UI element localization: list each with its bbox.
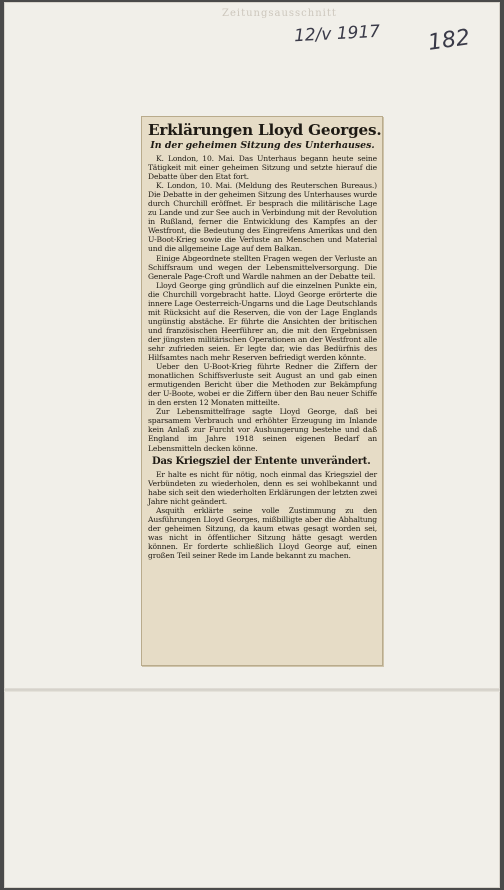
article-headline: Erklärungen Lloyd Georges.	[148, 121, 382, 139]
article-paragraph: Ueber den U-Boot-Krieg führte Redner die Ziffern der monatlichen Schiffsverluste seit August an und gab einen ermutigenden Bericht über die Methoden zur Bekämpfung der U-Boote, wobei er die Ziffern über den Bau neuer Schiffe in den ersten 12 Monaten mitteilte.	[148, 362, 377, 408]
newspaper-clipping	[141, 116, 383, 666]
section-paragraph: Asquith erklärte seine volle Zustimmung zu den Ausführungen Lloyd Georges, mißbilligte aber die Abhaltung der geheimen Sitzung, da kaum etwas gesagt worden sei, was nicht in öffentlicher Sitzung hätte gesagt werden können. Er forderte schließlich Lloyd George auf, einen großen Teil seiner Rede im Lande bekannt zu machen.	[148, 505, 377, 560]
handwritten-date: 12/v 1917	[293, 21, 381, 47]
article-paragraph: Einige Abgeordnete stellten Fragen wegen der Verluste an Schiffsraum und wegen der Lebensmittelversorgung. Die Generale Page-Croft und Wardle nahmen an der Debatte teil.	[148, 253, 377, 281]
article-paragraph: K. London, 10. Mai. Das Unterhaus begann heute seine Tätigkeit mit einer geheimen Sitzung und setzte hierauf die Debatte über den Etat fort.	[148, 154, 377, 182]
article-subheadline: In der geheimen Sitzung des Unterhauses.	[150, 140, 375, 151]
section-paragraph: Er halte es nicht für nötig, noch einmal das Kriegsziel der Verbündeten zu wiederholen, denn es sei wohlbekannt und habe sich seit den wiederholten Erklärungen der letzten zwei Jahre nicht geändert.	[148, 469, 377, 506]
article-paragraph: Zur Lebensmittelfrage sagte Lloyd George, daß bei sparsamem Verbrauch und erhöhter Erzeugung im Inlande kein Anlaß zur Furcht vor Aushungerung bestehe und daß England im Jahre 1918 seinen eigenen Bedarf an Lebensmitteln decken könne.	[148, 407, 377, 453]
faint-stamp-header: Zeitungsausschnitt	[222, 8, 337, 19]
page-fold-line	[4, 688, 500, 692]
handwritten-page-number: 182	[426, 25, 472, 56]
document-page	[4, 2, 500, 888]
article-paragraph: K. London, 10. Mai. (Meldung des Reuterschen Bureaus.) Die Debatte in der geheimen Sitzung des Unterhauses wurde durch Churchill eröffnet. Er besprach die militärische Lage zu Lande und zur See auch in Verbindung mit der Revolution in Rußland, ferner die Entwicklung des Kampfes an der Westfront, die Bedeutung des Eingreifens Amerikas und den U-Boot-Krieg sowie die Verluste an Menschen und Material und die allgemeine Lage auf dem Balkan.	[148, 181, 377, 254]
article-paragraph: Lloyd George ging gründlich auf die einzelnen Punkte ein, die Churchill vorgebracht hatte. Lloyd George erörterte die innere Lage Oesterreich-Ungarns und die Lage Deutschlands mit Rücksicht auf die Reserven, die von der Lage Englands ungünstig abstäche. Er führte die Ansichten der britischen und französischen Heerführer an, die mit den Ergebnissen der jüngsten militärischen Operationen an der Westfront alle sehr zufrieden seien. Er legte dar, wie das Bedürfnis des Hilfsamtes nach mehr Reserven befriedigt werden könnte.	[148, 280, 377, 363]
section-heading: Das Kriegsziel der Entente unverändert.	[152, 455, 371, 467]
